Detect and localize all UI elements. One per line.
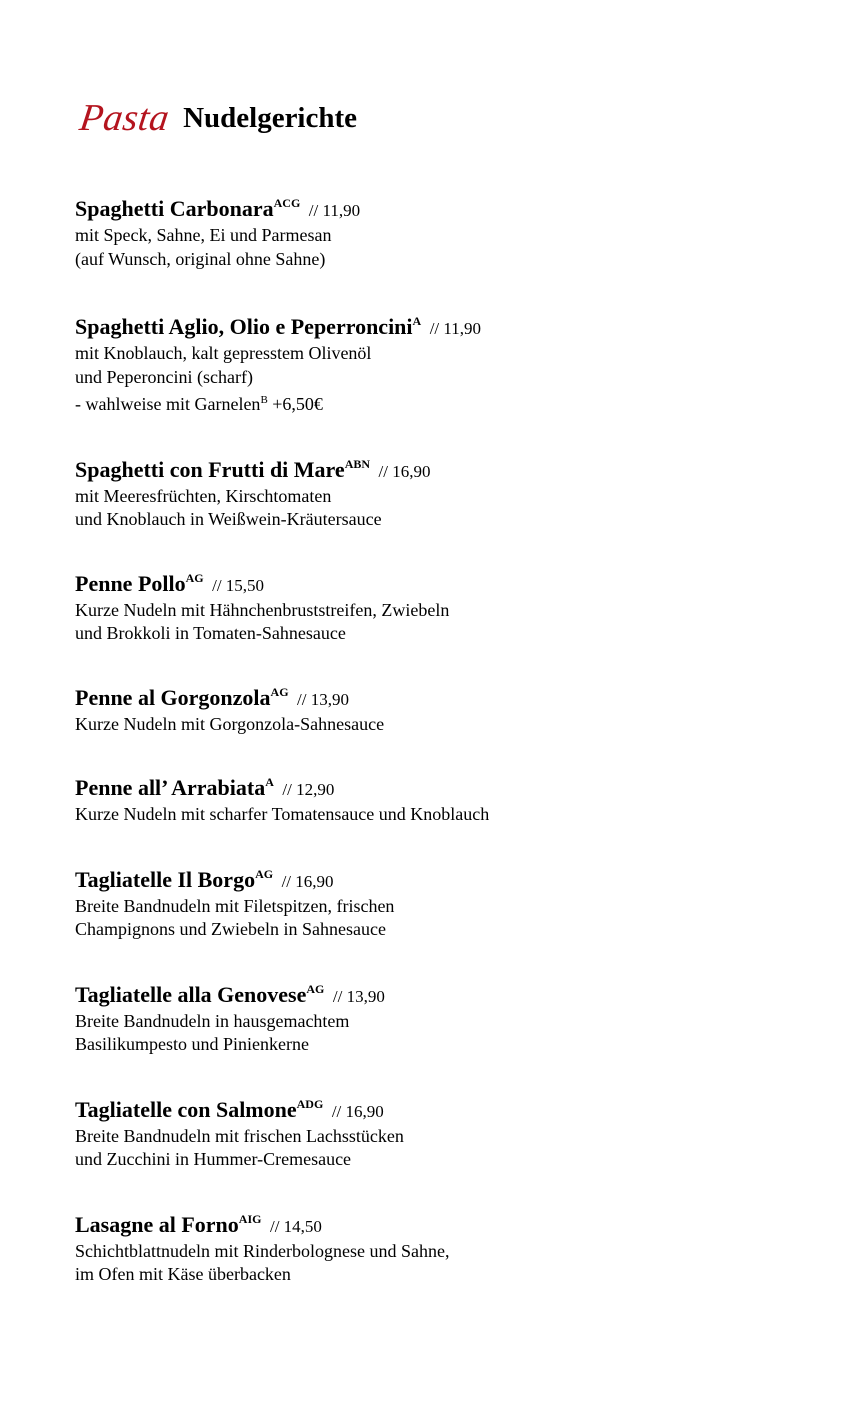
dish-name: Penne al Gorgonzola bbox=[75, 684, 271, 710]
dish-allergens: AG bbox=[185, 570, 204, 585]
dish-item bbox=[75, 769, 815, 827]
dish-item bbox=[75, 308, 815, 417]
dish-description-line: mit Meeresfrüchten, Kirschtomaten bbox=[75, 485, 332, 506]
dish-item bbox=[75, 565, 815, 646]
section-title: Nudelgerichte bbox=[183, 102, 358, 134]
dish-allergens: ADG bbox=[296, 1096, 324, 1111]
dish-allergens: AG bbox=[306, 981, 325, 996]
dish-description-line: Breite Bandnudeln mit Filetspitzen, frischen bbox=[75, 895, 395, 916]
dish-description-line: im Ofen mit Käse überbacken bbox=[75, 1264, 291, 1284]
dish-allergens: AG bbox=[255, 866, 274, 881]
dish-name: Spaghetti con Frutti di Mare bbox=[75, 456, 345, 482]
dish-allergens: A bbox=[265, 775, 274, 789]
dish-description-line: Kurze Nudeln mit Gorgonzola-Sahnesauce bbox=[75, 713, 385, 734]
dish-item bbox=[75, 190, 815, 271]
dish-description-line: Breite Bandnudeln mit frischen Lachsstücken bbox=[75, 1125, 404, 1146]
option-surcharge: +6,50€ bbox=[267, 394, 323, 414]
dish-price: // 12,90 bbox=[282, 780, 335, 799]
dish-item bbox=[75, 861, 815, 942]
dish-item bbox=[75, 451, 815, 532]
dish-allergens: ACG bbox=[273, 196, 301, 210]
dish-description-line: und Knoblauch in Weißwein-Kräutersauce bbox=[75, 509, 382, 529]
dish-allergens: A bbox=[412, 314, 422, 328]
dish-name: Penne all’ Arrabiata bbox=[75, 775, 266, 800]
dish-name: Tagliatelle Il Borgo bbox=[75, 866, 256, 892]
dish-item bbox=[75, 679, 815, 737]
dish-price: // 11,90 bbox=[429, 319, 482, 338]
dish-price: // 13,90 bbox=[332, 986, 385, 1006]
dish-item bbox=[75, 1091, 815, 1172]
option-allergen: B bbox=[260, 394, 268, 406]
dish-description-line: Kurze Nudeln mit scharfer Tomatensauce und Knoblauch bbox=[75, 804, 490, 824]
dish-allergens: ABN bbox=[344, 456, 371, 471]
dish-description-line: Kurze Nudeln mit Hähnchenbruststreifen, Zwiebeln bbox=[75, 599, 450, 620]
dish-name: Spaghetti Carbonara bbox=[75, 196, 274, 221]
dish-item bbox=[75, 976, 815, 1057]
dish-allergens: AIG bbox=[238, 1211, 262, 1226]
dish-item bbox=[75, 1206, 815, 1287]
dish-name: Tagliatelle con Salmone bbox=[75, 1096, 297, 1122]
dish-price: // 15,50 bbox=[212, 575, 265, 595]
dish-description-line: und Brokkoli in Tomaten-Sahnesauce bbox=[75, 623, 346, 643]
dish-description-line: Breite Bandnudeln in hausgemachtem bbox=[75, 1010, 350, 1031]
dish-price: // 11,90 bbox=[308, 201, 361, 220]
dish-description-line: (auf Wunsch, original ohne Sahne) bbox=[75, 248, 326, 269]
dish-description-line: Schichtblattnudeln mit Rinderbolognese und Sahne, bbox=[75, 1240, 450, 1261]
option-text: - wahlweise mit Garnelen bbox=[75, 394, 261, 414]
dish-price: // 16,90 bbox=[331, 1101, 384, 1121]
dish-allergens: AG bbox=[270, 684, 289, 699]
dish-price: // 16,90 bbox=[378, 461, 431, 481]
dish-price: // 16,90 bbox=[281, 871, 334, 891]
dish-description-line: mit Knoblauch, kalt gepresstem Olivenöl bbox=[75, 343, 372, 363]
dish-name: Penne Pollo bbox=[75, 570, 186, 596]
dish-price: // 14,50 bbox=[269, 1216, 322, 1236]
dish-name: Spaghetti Aglio, Olio e Peperroncini bbox=[75, 314, 413, 339]
dish-description-line: Basilikumpesto und Pinienkerne bbox=[75, 1034, 309, 1054]
dish-name: Lasagne al Forno bbox=[75, 1211, 239, 1237]
dish-description-line: und Zucchini in Hummer-Cremesauce bbox=[75, 1149, 352, 1169]
section-script-word: Pasta bbox=[77, 97, 173, 139]
dish-name: Tagliatelle alla Genovese bbox=[75, 981, 307, 1007]
section-heading bbox=[77, 96, 358, 140]
dish-description-line: mit Speck, Sahne, Ei und Parmesan bbox=[75, 225, 332, 245]
dish-list bbox=[75, 190, 815, 1287]
dish-price: // 13,90 bbox=[297, 689, 349, 709]
dish-description-line: Champignons und Zwiebeln in Sahnesauce bbox=[75, 919, 386, 939]
dish-option-line bbox=[75, 389, 815, 417]
dish-description-line: und Peperoncini (scharf) bbox=[75, 366, 253, 387]
